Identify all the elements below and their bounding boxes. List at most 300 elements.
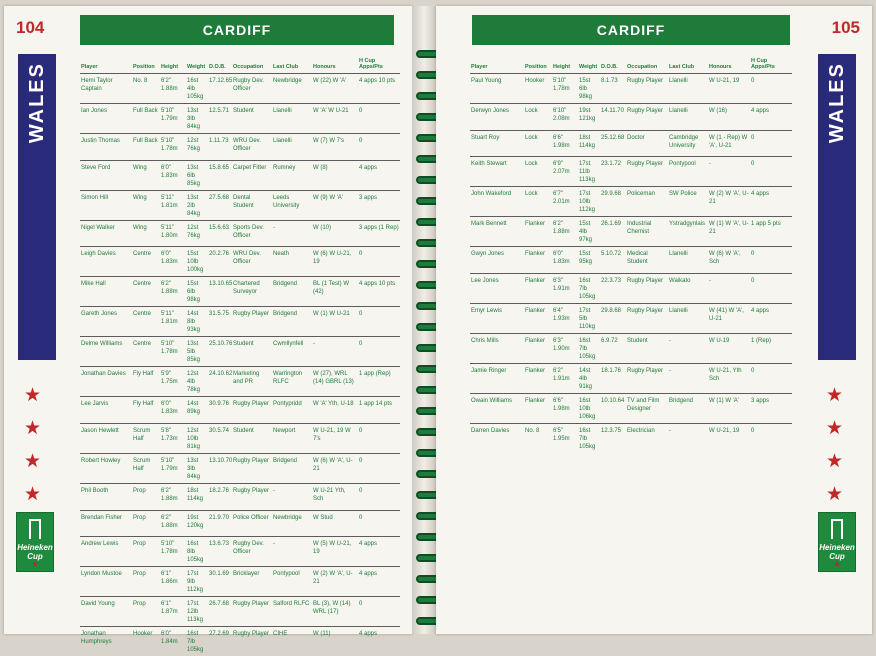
cell-hcup-apps: 0 [358,454,400,484]
team-header [80,15,394,45]
cell-dob: 30.9.76 [208,397,232,424]
table-header-row [470,58,792,74]
cell-honours: BL (1 Test) W (42) [312,277,358,307]
cell-occupation: Student [232,337,272,367]
cell-last-club: Cwmllynfell [272,337,312,367]
cell-weight: 17st 12lb 113kg [186,597,208,627]
cell-weight: 12st 76kg [186,134,208,161]
cell-honours: W (16) [708,104,750,131]
cell-hcup-apps: 0 [358,307,400,337]
star-icon: ★ [826,385,844,406]
cell-dob: 23.1.72 [600,157,626,187]
cell-occupation: Doctor [626,130,668,157]
country-label: WALES [825,62,848,144]
cell-height: 6'2" 1.88m [160,510,186,537]
star-icon: ★ [31,559,40,569]
table-row [80,367,400,397]
cell-position: Hooker [132,627,160,656]
cell-last-club: Warrington RLFC [272,367,312,397]
star-icon: ★ [24,385,42,406]
cell-last-club: Llanelli [272,134,312,161]
cell-honours: W (11) [312,627,358,656]
cell-last-club: Neath [272,247,312,277]
cell-last-club: Pontypridd [272,397,312,424]
cell-height: 6'1" 1.86m [160,567,186,597]
cell-dob: 31.5.75 [208,307,232,337]
cell-position: Centre [132,247,160,277]
cell-hcup-apps: 4 apps [358,567,400,597]
cell-player-name: Steve Ford [80,160,132,190]
cell-hcup-apps: 3 apps (1 Rep) [358,220,400,247]
cell-weight: 12st 4lb 78kg [186,367,208,397]
cell-player-name: Nigel Walker [80,220,132,247]
cell-player-name: Simon Hill [80,190,132,220]
table-row [80,277,400,307]
cell-position: Prop [132,484,160,511]
cell-hcup-apps: 3 apps [358,190,400,220]
table-row [80,454,400,484]
cell-occupation: Rugby Player [232,307,272,337]
cell-player-name: Justin Thomas [80,134,132,161]
cell-honours: W (1 - Rep) W 'A', U-21 [708,130,750,157]
cell-last-club: Llanelli [668,247,708,274]
cell-hcup-apps: 0 [358,104,400,134]
cell-height: 5'10" 1.78m [160,537,186,567]
table-row [470,303,792,333]
cell-dob: 13.10.65 [208,277,232,307]
cell-dob: 20.2.76 [208,247,232,277]
cell-hcup-apps: 1 app 14 pts [358,397,400,424]
cell-player-name: Jason Hewlett [80,424,132,454]
table-row [80,627,400,656]
table-row [80,510,400,537]
cell-honours: W (2) W 'A', U-21 [708,187,750,217]
cell-height: 6'2" 1.91m [552,363,578,393]
cell-last-club: - [668,423,708,453]
cell-player-name: Chris Mills [470,333,524,363]
cell-hcup-apps: 4 apps [750,303,792,333]
player-table [470,58,792,453]
cell-position: Centre [132,277,160,307]
cell-honours: W (10) [312,220,358,247]
cell-honours: W (1) W U-21 [312,307,358,337]
cell-occupation: Marketing and PR [232,367,272,397]
column-header-player-name: Player [81,64,98,70]
cell-last-club: Newbridge [272,510,312,537]
cell-player-name: Lee Jarvis [80,397,132,424]
table-row [80,104,400,134]
cell-dob: 26.7.68 [208,597,232,627]
cell-occupation: Rugby Player [232,397,272,424]
cell-honours: W U-19 [708,333,750,363]
cell-hcup-apps: 4 apps [358,160,400,190]
cell-honours: W (6) W 'A', U-21 [312,454,358,484]
cell-last-club: CIHE [272,627,312,656]
cell-height: 6'2" 1.88m [160,74,186,104]
table-row [80,537,400,567]
column-header-position: Position [525,64,547,70]
cell-player-name: Leigh Davies [80,247,132,277]
cell-dob: 14.11.70 [600,104,626,131]
cell-player-name: Jonathan Davies [80,367,132,397]
cell-occupation: Rugby Player [626,104,668,131]
page-number: 104 [16,18,45,37]
cell-occupation: Medical Student [626,247,668,274]
cell-weight: 16st 7lb 105kg [578,333,600,363]
cell-honours: - [312,337,358,367]
cell-occupation: Rugby Player [626,157,668,187]
cell-weight: 18st 114kg [578,130,600,157]
cell-weight: 14st 89kg [186,397,208,424]
cell-dob: 30.1.69 [208,567,232,597]
table-row [470,333,792,363]
cell-hcup-apps: 4 apps [750,104,792,131]
cell-dob: 15.8.65 [208,160,232,190]
cell-weight: 16st 4lb 105kg [186,74,208,104]
cell-height: 5'9" 1.75m [160,367,186,397]
cell-player-name: Jonathan Humphreys [80,627,132,656]
cell-dob: 29.9.68 [600,187,626,217]
cell-height: 6'0" 1.83m [160,160,186,190]
cell-occupation: Rugby Player [232,454,272,484]
cell-occupation: Student [232,424,272,454]
cell-height: 6'9" 2.07m [552,157,578,187]
cell-weight: 17st 5lb 110kg [578,303,600,333]
cell-occupation: Rugby Dev. Officer [232,537,272,567]
cell-dob: 17.12.65 [208,74,232,104]
table-header-row [80,58,400,74]
cell-hcup-apps: 0 [750,423,792,453]
cell-player-name: Mike Hall [80,277,132,307]
cell-dob: 18.2.76 [208,484,232,511]
star-icon: ★ [24,484,42,505]
cell-position: Scrum Half [132,424,160,454]
cell-last-club: Ystradgynlais [668,217,708,247]
table-row [80,337,400,367]
cell-height: 6'4" 1.93m [552,303,578,333]
cell-occupation: Rugby Player [626,273,668,303]
cell-occupation: WRU Dev. Officer [232,134,272,161]
cell-position: Flanker [524,393,552,423]
cell-honours: W (7) W 7's [312,134,358,161]
cell-height: 6'2" 1.88m [160,277,186,307]
cell-hcup-apps: 0 [750,363,792,393]
cell-dob: 1.11.73 [208,134,232,161]
cell-player-name: John Wakeford [470,187,524,217]
cell-honours: W (6) W U-21, 19 [312,247,358,277]
left-page [4,6,412,654]
cell-honours: W (8) [312,160,358,190]
cell-last-club: Bridgend [272,307,312,337]
table-row [80,424,400,454]
cell-honours: W (41) W 'A', U-21 [708,303,750,333]
cell-last-club: Pontypool [272,567,312,597]
cell-dob: 12.5.71 [208,104,232,134]
cell-height: 5'8" 1.73m [160,424,186,454]
cell-position: Centre [132,307,160,337]
cell-honours: W (1) W 'A' [708,393,750,423]
cell-last-club: Bridgend [272,454,312,484]
cell-player-name: Derwyn Jones [470,104,524,131]
cell-dob: 25.12.68 [600,130,626,157]
cell-occupation: Rugby Player [626,363,668,393]
cell-occupation: Sports Dev. Officer [232,220,272,247]
cell-height: 6'7" 2.01m [552,187,578,217]
table-row [470,187,792,217]
cell-position: Hooker [524,74,552,104]
country-tab [818,54,856,360]
cell-weight: 14st 4lb 91kg [578,363,600,393]
column-header-hcup-apps: H Cup Apps/Pts [751,58,775,70]
cell-dob: 10.10.64 [600,393,626,423]
cell-hcup-apps: 4 apps 10 pts [358,277,400,307]
cell-occupation: Electrician [626,423,668,453]
cell-height: 5'10" 1.79m [160,454,186,484]
cell-last-club: Pontypool [668,157,708,187]
cell-position: Flanker [524,333,552,363]
cell-weight: 15st 4lb 97kg [578,217,600,247]
cell-honours: W U-21, Yth Sch [708,363,750,393]
cell-last-club: Llanelli [272,104,312,134]
cell-honours: W U-21, 19 [708,74,750,104]
cell-occupation: Rugby Player [626,303,668,333]
spiral-binding [412,6,436,634]
cell-dob: 29.8.68 [600,303,626,333]
table-row [80,307,400,337]
cell-position: Prop [132,537,160,567]
column-header-height: Height [161,64,179,70]
logo-word: Cup [829,552,845,561]
cell-height: 6'10" 2.08m [552,104,578,131]
cell-position: Lock [524,187,552,217]
cell-position: No. 8 [132,74,160,104]
cell-position: Full Back [132,134,160,161]
column-header-weight: Weight [579,64,598,70]
cell-player-name: Phil Booth [80,484,132,511]
cell-height: 6'0" 1.84m [160,627,186,656]
cell-occupation: Policeman [626,187,668,217]
table-row [470,423,792,453]
cell-occupation: Rugby Player [232,597,272,627]
cell-player-name: Lee Jones [470,273,524,303]
cell-dob: 21.9.70 [208,510,232,537]
cell-player-name: Owain Williams [470,393,524,423]
table-row [80,247,400,277]
cell-hcup-apps: 4 apps [358,537,400,567]
cell-player-name: Gwyn Jones [470,247,524,274]
cell-position: No. 8 [524,423,552,453]
table-row [470,247,792,274]
cell-height: 6'5" 1.95m [552,423,578,453]
cell-player-name: Robert Howley [80,454,132,484]
cell-position: Fly Half [132,397,160,424]
cell-height: 6'3" 1.90m [552,333,578,363]
cell-player-name: Jamie Ringer [470,363,524,393]
cell-position: Flanker [524,303,552,333]
table-row [470,74,792,104]
cell-hcup-apps: 0 [750,273,792,303]
cell-position: Lock [524,104,552,131]
cell-weight: 12st 10lb 81kg [186,424,208,454]
cell-honours: W Stud [312,510,358,537]
cell-position: Wing [132,160,160,190]
cell-occupation: Carpet Fitter [232,160,272,190]
table-row [470,273,792,303]
cell-last-club: Leeds University [272,190,312,220]
star-icon: ★ [24,451,42,472]
cell-dob: 15.6.63 [208,220,232,247]
cell-occupation: Student [626,333,668,363]
cell-weight: 18st 114kg [186,484,208,511]
cell-dob: 30.5.74 [208,424,232,454]
cell-position: Fly Half [132,367,160,397]
cell-last-club: - [272,484,312,511]
cell-last-club: Bridgend [668,393,708,423]
goalpost-icon [29,519,41,539]
cell-hcup-apps: 0 [358,337,400,367]
cell-last-club: SW Police [668,187,708,217]
logo-word: Heineken [17,543,53,552]
cell-position: Prop [132,510,160,537]
cell-dob: 22.3.73 [600,273,626,303]
cell-weight: 16st 10lb 106kg [578,393,600,423]
cell-hcup-apps: 3 apps [750,393,792,423]
cell-height: 6'2" 1.88m [160,484,186,511]
column-header-last-club: Last Club [669,64,695,70]
star-icon: ★ [833,559,842,569]
column-header-height: Height [553,64,571,70]
cell-honours: W (2) W 'A', U-21 [312,567,358,597]
cell-height: 6'6" 1.98m [552,393,578,423]
cell-height: 5'10" 1.78m [160,337,186,367]
player-table [80,58,400,656]
cell-dob: 27.2.69 [208,627,232,656]
cell-weight: 12st 76kg [186,220,208,247]
cell-position: Flanker [524,217,552,247]
cell-weight: 17st 11lb 113kg [578,157,600,187]
table-row [80,134,400,161]
cell-player-name: Stuart Roy [470,130,524,157]
cell-position: Flanker [524,247,552,274]
country-tab [18,54,56,360]
cell-honours: W (6) W 'A', Sch [708,247,750,274]
cell-player-name: Andrew Lewis [80,537,132,567]
cell-last-club: Newport [272,424,312,454]
cell-player-name: Hemi Taylor Captain [80,74,132,104]
cell-last-club: Bridgend [272,277,312,307]
cell-hcup-apps: 0 [750,157,792,187]
column-header-occupation: Occupation [627,64,658,70]
cell-honours: W U-21, 19 W 7's [312,424,358,454]
cell-player-name: Mark Bennett [470,217,524,247]
cell-honours: - [708,273,750,303]
cell-height: 6'0" 1.83m [160,397,186,424]
heineken-cup-logo-icon [16,512,54,572]
cell-player-name: Delme Williams [80,337,132,367]
team-name: CARDIFF [202,22,272,38]
cell-height: 5'11" 1.80m [160,220,186,247]
cell-player-name: Darren Davies [470,423,524,453]
star-icon: ★ [826,418,844,439]
cell-position: Wing [132,190,160,220]
cell-occupation: Police Officer [232,510,272,537]
cell-weight: 19st 120kg [186,510,208,537]
cell-hcup-apps: 4 apps [358,627,400,656]
cell-position: Scrum Half [132,454,160,484]
cell-last-club: - [668,333,708,363]
cell-position: Lock [524,130,552,157]
cell-weight: 16st 7lb 105kg [578,423,600,453]
column-header-dob: D.O.B. [209,64,226,70]
cell-hcup-apps: 0 [358,134,400,161]
cell-position: Flanker [524,363,552,393]
cell-dob: 25.10.76 [208,337,232,367]
cell-weight: 13st 6lb 85kg [186,160,208,190]
cell-last-club: Cambridge University [668,130,708,157]
cell-weight: 15st 6lb 98kg [186,277,208,307]
page-number: 105 [831,18,860,37]
column-header-honours: Honours [313,64,336,70]
cell-occupation: Rugby Dev. Officer [232,74,272,104]
cell-dob: 12.3.75 [600,423,626,453]
star-icon: ★ [826,451,844,472]
cell-player-name: Brendan Fisher [80,510,132,537]
cell-last-club: Salford RLFC [272,597,312,627]
cell-weight: 13st 3lb 84kg [186,104,208,134]
cell-height: 6'2" 1.88m [552,217,578,247]
cell-dob: 5.10.72 [600,247,626,274]
cell-honours: - [708,157,750,187]
cell-player-name: David Young [80,597,132,627]
cell-height: 6'3" 1.91m [552,273,578,303]
cell-player-name: Lyndon Mustoe [80,567,132,597]
cell-weight: 17st 10lb 112kg [578,187,600,217]
table-row [470,157,792,187]
cell-honours: W (5) W U-21, 19 [312,537,358,567]
cell-dob: 18.1.76 [600,363,626,393]
cell-position: Lock [524,157,552,187]
cell-last-club: - [668,363,708,393]
cell-occupation: Bricklayer [232,567,272,597]
cell-position: Prop [132,567,160,597]
table-row [470,363,792,393]
cell-hcup-apps: 1 app 5 pts [750,217,792,247]
cell-occupation: Industrial Chemist [626,217,668,247]
cell-weight: 15st 95kg [578,247,600,274]
cell-occupation: WRU Dev. Officer [232,247,272,277]
cell-weight: 16st 7lb 105kg [186,627,208,656]
team-header [472,15,790,45]
star-icon: ★ [24,418,42,439]
table-row [470,393,792,423]
cell-weight: 16st 7lb 105kg [578,273,600,303]
table-row [80,220,400,247]
cell-position: Flanker [524,273,552,303]
cell-honours: W (1) W 'A', U-21 [708,217,750,247]
cell-dob: 26.1.69 [600,217,626,247]
cell-hcup-apps: 4 apps [750,187,792,217]
cell-honours: W U-21, 19 [708,423,750,453]
cell-honours: W (27), WRL (14) GBRL (13) [312,367,358,397]
cell-occupation: Rugby Player [232,484,272,511]
cell-last-club: Waikato [668,273,708,303]
logo-word: Heineken [819,543,855,552]
cell-hcup-apps: 0 [358,424,400,454]
table-row [470,217,792,247]
cell-weight: 15st 6lb 98kg [578,74,600,104]
cell-height: 5'10" 1.78m [160,134,186,161]
cell-position: Centre [132,337,160,367]
